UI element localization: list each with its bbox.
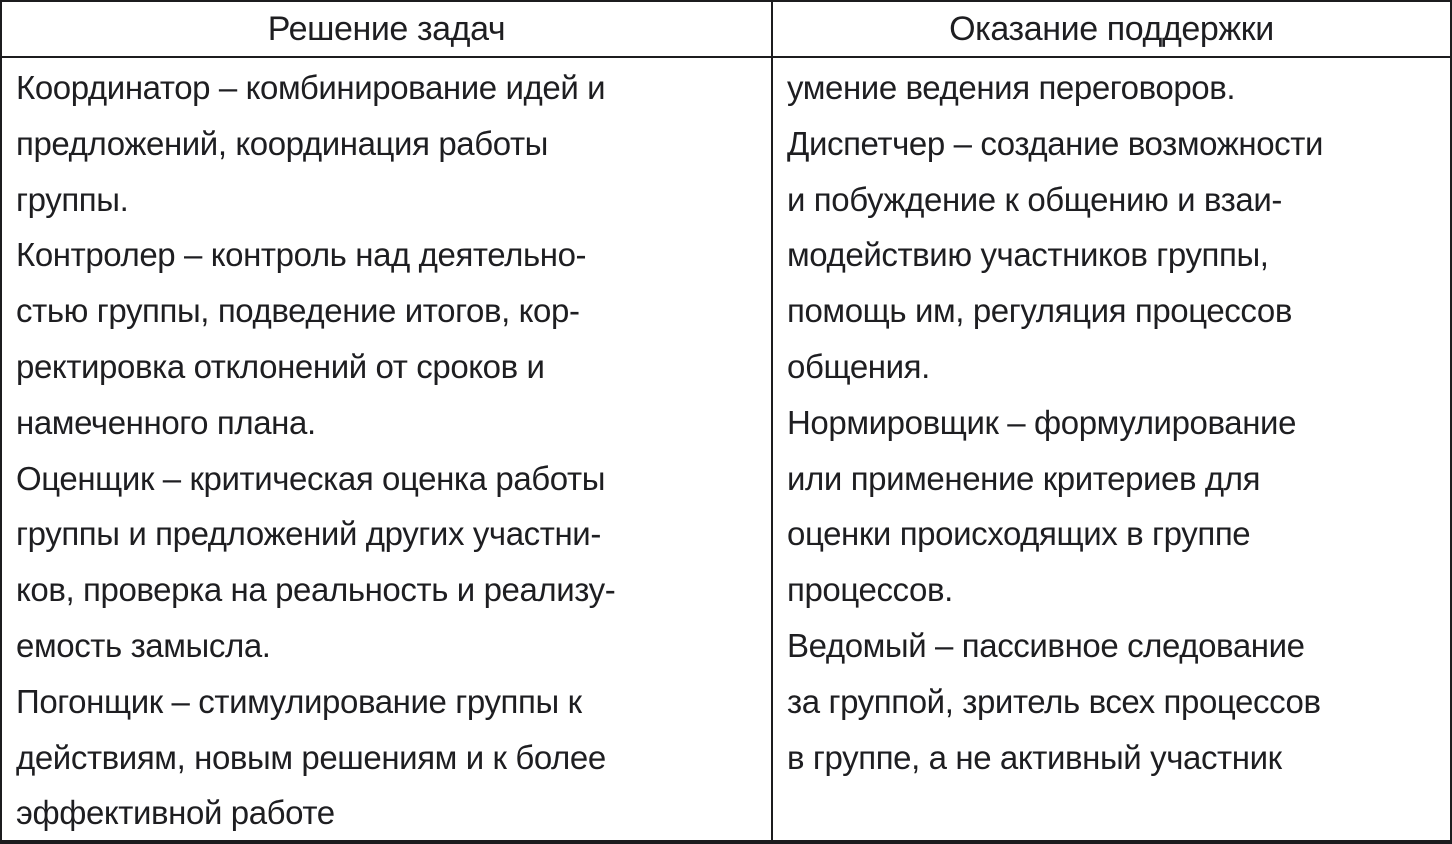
- text-line: стью группы, подведение итогов, кор-: [16, 292, 580, 330]
- text-line: модействию участников группы,: [787, 236, 1269, 274]
- text-line: общения.: [787, 347, 930, 385]
- text-line: Оценщик – критическая оценка работы: [16, 459, 606, 497]
- column-body-providing-support: [773, 58, 1450, 840]
- text-line: намеченного плана.: [16, 403, 316, 441]
- text-line: ректировка отклонений от сроков и: [16, 347, 545, 385]
- column-body-solving-tasks: [2, 58, 771, 840]
- text-line: умение ведения переговоров.: [787, 69, 1236, 106]
- text-line: Погонщик – стимулирование группы к: [16, 682, 582, 720]
- text-line: Контролер – контроль над деятельно-: [16, 236, 587, 274]
- text-line: оценки происходящих в группе: [787, 515, 1251, 553]
- text-line: Ведомый – пассивное следование: [787, 626, 1305, 664]
- text-line: Нормировщик – формулирование: [787, 403, 1297, 441]
- text-line: процессов.: [787, 571, 953, 609]
- text-line: группы.: [16, 180, 129, 218]
- text-line: в группе, а не активный участник: [787, 738, 1282, 776]
- text-line: за группой, зритель всех процессов: [787, 682, 1321, 720]
- text-line: Координатор – комбинирование идей и: [16, 69, 606, 106]
- text-line: Диспетчер – создание возможности: [787, 124, 1324, 162]
- text-line: ков, проверка на реальность и реализу-: [16, 571, 616, 609]
- column-header-solving-tasks: Решение задач: [2, 2, 771, 58]
- text-line: предложений, координация работы: [16, 124, 548, 162]
- text-line: и побуждение к общению и взаи-: [787, 180, 1282, 218]
- text-line: действиям, новым решениям и к более: [16, 738, 606, 776]
- text-line: помощь им, регуляция процессов: [787, 292, 1292, 330]
- text-line: эффективной работе: [16, 794, 335, 832]
- column-providing-support: [773, 2, 1450, 840]
- column-solving-tasks: [2, 2, 773, 840]
- text-line: емость замысла.: [16, 626, 271, 664]
- text-line: группы и предложений других участни-: [16, 515, 601, 553]
- column-header-providing-support: Оказание поддержки: [773, 2, 1450, 58]
- text-line: или применение критериев для: [787, 459, 1261, 497]
